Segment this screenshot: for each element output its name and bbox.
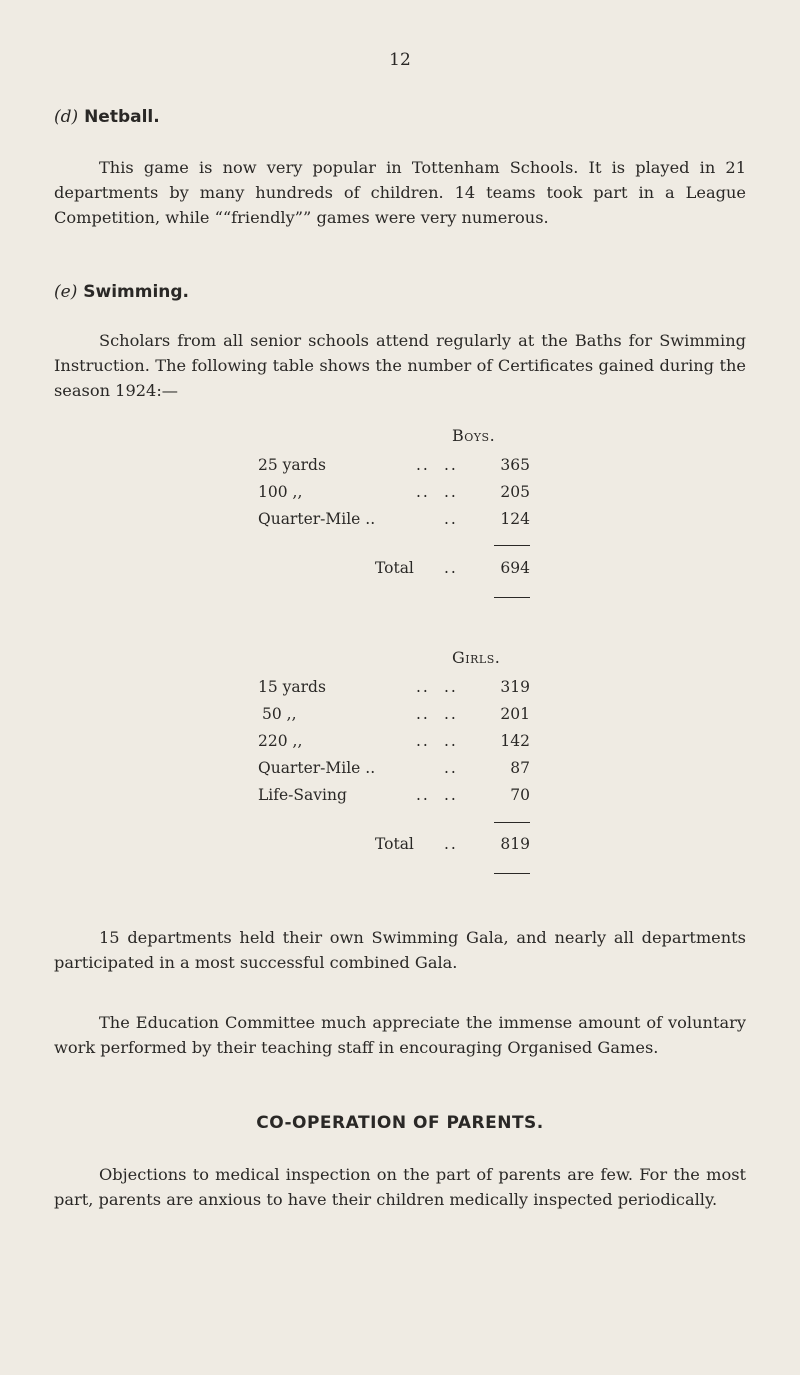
boys-column-heading: Boys.: [452, 426, 496, 445]
committee-paragraph: The Education Committee much appreciate the immense amount of voluntary work performed by their teaching staff in encouraging Organised Games.: [54, 1013, 746, 1057]
leader-dots: ..: [416, 483, 430, 501]
page-number: 12: [389, 50, 411, 70]
leader-dots: ..: [416, 786, 430, 804]
row-label: 50 ,,: [262, 705, 297, 723]
row-value: 124: [500, 510, 530, 528]
leader-dots: ..: [444, 786, 458, 804]
leader-dots: ..: [444, 510, 458, 528]
table-row: [0, 678, 800, 702]
total-value: 694: [500, 559, 530, 577]
swimming-paragraph: Scholars from all senior schools attend regularly at the Baths for Swimming Instruction. The following table shows the number of Certificates gained during the season 1924:—: [54, 331, 746, 400]
row-label: 220 ,,: [258, 732, 303, 750]
row-label: 25 yards: [258, 456, 326, 474]
table-row: [0, 732, 800, 756]
row-label: Quarter-Mile ..: [258, 759, 376, 777]
table-row: [0, 786, 800, 810]
row-label: Life-Saving: [258, 786, 347, 804]
row-label: 15 yards: [258, 678, 326, 696]
leader-dots: ..: [444, 456, 458, 474]
netball-heading: [54, 107, 160, 127]
table-row: [0, 705, 800, 729]
row-value: 87: [510, 759, 530, 777]
leader-dots: ..: [444, 835, 458, 853]
row-value: 205: [500, 483, 530, 501]
girls-column-heading: Girls.: [452, 648, 501, 667]
row-value: 142: [500, 732, 530, 750]
gala-paragraph: 15 departments held their own Swimming Gala, and nearly all departments participated in a most successful combined Gala.: [54, 928, 746, 972]
table-row: [0, 456, 800, 480]
total-value: 819: [500, 835, 530, 853]
netball-paragraph: This game is now very popular in Tottenham Schools. It is played in 21 departments by many hundreds of children. 14 teams took part in a League Competition, while ““friendly”” games were very numerous.: [54, 158, 746, 227]
total-rule: [494, 597, 530, 598]
table-row: [0, 759, 800, 783]
row-value: 365: [500, 456, 530, 474]
netball-section-letter: (d): [54, 107, 79, 127]
leader-dots: ..: [444, 759, 458, 777]
swimming-heading: [54, 282, 189, 302]
row-value: 201: [500, 705, 530, 723]
cooperation-paragraph: Objections to medical inspection on the part of parents are few. For the most part, parents are anxious to have their children medically inspected periodically.: [54, 1165, 746, 1209]
swimming-section-letter: (e): [54, 282, 78, 302]
leader-dots: ..: [444, 678, 458, 696]
row-value: 319: [500, 678, 530, 696]
leader-dots: ..: [444, 559, 458, 577]
row-label: 100 ,,: [258, 483, 303, 501]
total-label: Total: [375, 559, 414, 577]
leader-dots: ..: [444, 732, 458, 750]
row-label: Quarter-Mile ..: [258, 510, 376, 528]
total-rule: [494, 873, 530, 874]
swimming-heading-text: Swimming.: [83, 282, 190, 302]
subtotal-rule: [494, 545, 530, 546]
leader-dots: ..: [416, 456, 430, 474]
table-row: [0, 483, 800, 507]
total-label: Total: [375, 835, 414, 853]
leader-dots: ..: [444, 483, 458, 501]
leader-dots: ..: [416, 705, 430, 723]
cooperation-heading: CO-OPERATION OF PARENTS.: [256, 1113, 544, 1133]
row-value: 70: [510, 786, 530, 804]
leader-dots: ..: [444, 705, 458, 723]
leader-dots: ..: [416, 678, 430, 696]
total-row: [0, 559, 800, 583]
leader-dots: ..: [416, 732, 430, 750]
subtotal-rule: [494, 822, 530, 823]
total-row: [0, 835, 800, 859]
netball-heading-text: Netball.: [84, 107, 160, 127]
table-row: [0, 510, 800, 534]
